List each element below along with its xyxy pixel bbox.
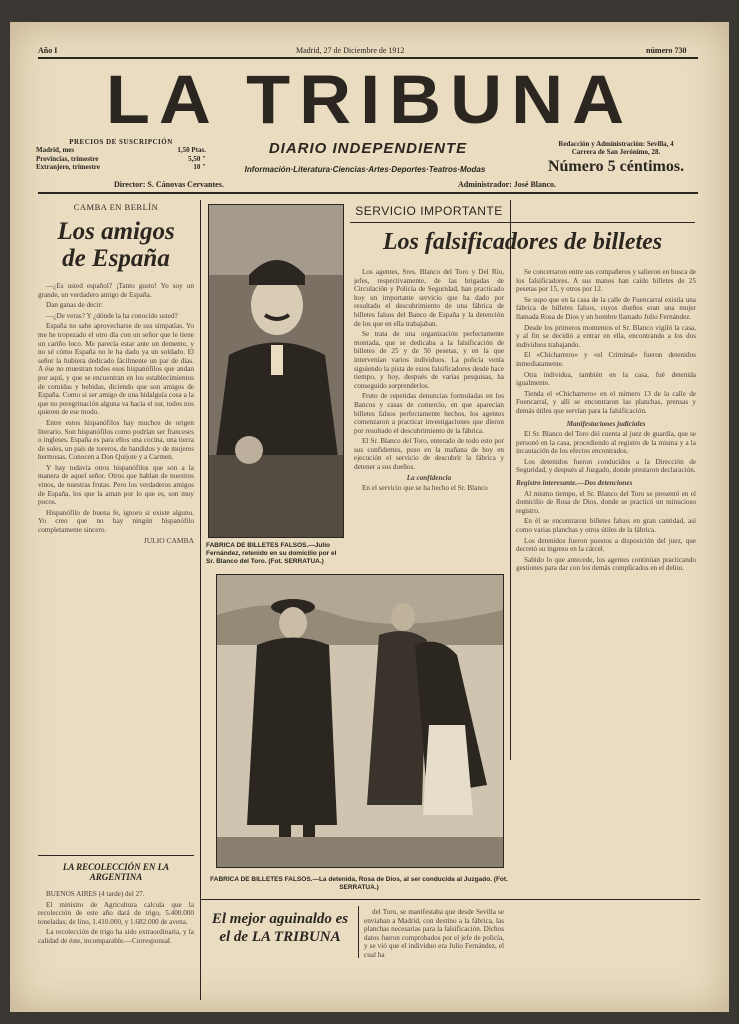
price-row bbox=[36, 163, 206, 172]
center-col1-p1: Los agentes, Sres. Blanco del Toro y Del Río, jefes, respectivamente, de las brigadas de Circulación y Policía de Seguridad, han practicado hoy un importante servicio que ha dado por resultado el descubrimiento de una fábrica de billetes falsos del Banco de España y la detención de los que en ella trabajaban. bbox=[354, 268, 504, 328]
right-p3: Desde los primeros momentos el Sr. Blanco vigiló la casa, y al fin se decidió a entrar en ella, encontrando a los dos individuos trabajando. bbox=[516, 323, 696, 349]
center-kicker-rule bbox=[350, 222, 695, 223]
left-signature: JULIO CAMBA bbox=[143, 535, 194, 545]
column-rule-2 bbox=[510, 200, 511, 760]
administrator: Administrador: José Blanco. bbox=[458, 180, 556, 189]
office-address: Carrera de San Jerónimo, 28. bbox=[571, 148, 661, 156]
left-title-1: Los amigos bbox=[57, 218, 175, 245]
left-p2: Dan ganas de decir: bbox=[46, 301, 103, 310]
photo-arrest bbox=[216, 574, 504, 868]
price-label: Provincias, trimestre bbox=[36, 154, 99, 163]
left-intro: —¿Es usted español? ¡Tanto gusto! Yo soy un grande, un verdadero amigo de España. bbox=[38, 282, 194, 299]
right-sub-2: Registro interesante.—Dos detenciones bbox=[516, 479, 633, 488]
price-row bbox=[36, 155, 206, 164]
left-bottom-title: LA RECOLECCIÓN EN LA ARGENTINA bbox=[62, 862, 170, 882]
price-label: Extranjero, trimestre bbox=[36, 163, 100, 171]
left-bottom-p2: El ministro de Agricultura calcula que la recolección de este año dará de trigo, 5.400.000 toneladas; de lino, 1.410.000, y 1.682.000 de avena. bbox=[38, 900, 194, 926]
center-col1-p4: El Sr. Blanco del Toro, enterado de todo esto por sus confidentes, puso en la mañana de hoy en ejecución el servicio de descubrir la fábrica y detener a sus dueños. bbox=[354, 437, 504, 472]
left-body4: Hispanófilo de buena fe, ignoro si existe alguno. Yo creo que no hay ningún hispanófilo completamente sincero. bbox=[38, 508, 194, 535]
center-header bbox=[350, 204, 508, 218]
prices-title: PRECIOS DE SUSCRIPCIÓN bbox=[69, 138, 173, 146]
right-p4: El «Chicharrero» y «el Criminal» fueron detenidos inmediatamente. bbox=[516, 351, 696, 368]
director: Director: S. Cánovas Cervantes. bbox=[114, 180, 224, 189]
left-title-2: de España bbox=[62, 245, 170, 272]
center-col1-p2: Se trata de una organización perfectamente montada, que se dedicaba a la falsificación de billetes de 25 y de 50 pesetas, y en la que intervenían varios individuos. La policía venía siguiendo la pista de estos falsificadores desde hace tiempo, y hoy, después de varias pesquisas, ha conseguido sorprenderlos. bbox=[354, 330, 504, 390]
left-kicker: CAMBA EN BERLÍN bbox=[73, 202, 159, 212]
promo-line-1: El mejor aguinaldo es bbox=[211, 911, 349, 927]
photo1-caption: FABRICA DE BILLETES FALSOS.—Julio Fernández, retenido en su domicilio por el Sr. Blanco del Toro. (Fot. SERRATUA.) bbox=[206, 542, 337, 565]
right-p1: Se concertaron entre sus compañeros y salieron en busca de los falsificadores. A sus manos han caído billetes de 25 pesetas por 15, y otros por 12. bbox=[516, 268, 696, 294]
right-p2: Se supo que en la casa de la calle de Fuencarral existía una fábrica de billetes falsos, cuyos dueños eran una mujer llamada Rosa de Dios y un hombre llamado Julio Fernández. bbox=[516, 295, 696, 321]
left-article bbox=[38, 202, 194, 852]
price-value: 5,50 " bbox=[188, 154, 206, 163]
center-col1-p3: Fruto de repetidas denuncias formuladas en los Bancos y casas de comercio, en que aparecían billetes falsos perfectamente hechos, los agentes comenzaron a practicar investigaciones que dieron por resultado el descubrimiento de la fábrica. bbox=[354, 392, 504, 435]
right-p8: Los detenidos fueron conducidos a la Dirección de Seguridad, y después al Juzgado, donde prestaron declaración. bbox=[516, 457, 696, 475]
left-bottom-p3: La recolección de trigo ha sido extraordinaria, y la calidad de éste, incomparable.—Corresponsal. bbox=[38, 928, 194, 945]
left-body2: Entre estos hispanófilos hay muchos de origen literario. Son hispanófilos como podrían ser franceses o ingleses. España es para ellos una cocina, una tierra de soles, un país de toreros, de bandidos y de mujeres hermosas. Conocen a Don Quijote y a Carmen. bbox=[38, 418, 194, 462]
top-rule bbox=[38, 57, 698, 59]
right-p7: El Sr. Blanco del Toro dió cuenta al juez de guardia, que se personó en la casa, procediendo al registro de la misma y a la incautación de los efectos encontrados. bbox=[516, 430, 696, 456]
promo-line-2: el de LA TRIBUNA bbox=[219, 929, 341, 945]
office-redaccion: Redacción y Administración: Sevilla, 4 bbox=[558, 140, 674, 148]
dateline: Madrid, 27 de Diciembre de 1912 bbox=[296, 46, 405, 55]
arrest-image bbox=[217, 575, 503, 867]
issue-year: Año I bbox=[38, 46, 58, 55]
masthead-sections: Información·Literatura·Ciencias·Artes·Deportes·Teatros·Modas bbox=[244, 165, 486, 174]
price-value: 1,50 Ptas. bbox=[177, 146, 206, 154]
price-label: Madrid, mes bbox=[36, 146, 75, 154]
right-p10: En él se encontraron billetes falsos en gran cantidad, así como varias planchas y otros útiles de la fábrica. bbox=[516, 517, 696, 535]
left-bottom-p1: BUENOS AIRES (4 tarde) del 27. bbox=[46, 890, 145, 898]
center-title: Los falsificadores de billetes bbox=[382, 229, 663, 255]
price-row bbox=[36, 146, 206, 155]
right-sub-1: Manifestaciones judiciales bbox=[566, 419, 646, 428]
newspaper-page bbox=[10, 22, 729, 1012]
right-p11: Los detenidos fueron puestos a disposición del juez, que decretó su ingreso en la cárcel. bbox=[516, 536, 696, 554]
center-sub-1: La confidencia bbox=[406, 473, 452, 482]
photo2-caption: FABRICA DE BILLETES FALSOS.—La detenida, Rosa de Dios, al ser conducida al Juzgado. (Fot. SERRATUA.) bbox=[210, 876, 508, 891]
portrait-image bbox=[209, 205, 343, 537]
masthead-subtitle: DIARIO INDEPENDIENTE bbox=[268, 140, 468, 157]
masthead-rule bbox=[38, 192, 698, 194]
office-info bbox=[526, 140, 706, 176]
right-p5: Otra individua, también en la casa, fué detenida igualmente. bbox=[516, 370, 696, 388]
bottom-divider bbox=[200, 899, 700, 900]
issue-number: número 730 bbox=[646, 46, 687, 55]
center-kicker: SERVICIO IMPORTANTE bbox=[355, 204, 503, 218]
promo-box bbox=[202, 906, 359, 958]
right-p12: Sabido lo que antecede, los agentes continúan practicando gestiones para dar con los demás complicados en el delito. bbox=[516, 555, 696, 573]
masthead-title: LA TRIBUNA bbox=[105, 62, 634, 138]
price-value: 10 " bbox=[193, 163, 206, 171]
left-body: España no sabe aprovecharse de sus simpatías. Yo me he tropezado el otro día con un señor que le tiene un cariño loco. Me parecía estar ante un demente, y no sé cómo España no le ha dado ya un soldado. El señor la hubiera dedicado fácilmente un par de días. A ése no muestran todos esos hispanófilos que andan por aquí, y que se encuentran en los establecimientos de comidas y bebidas, diciendo que son amigos de España. Como si ser amigo de una hidalguía cosa a la que no peregrinación alguna va hacia el sur, todos nos quieren de ese modo. bbox=[38, 322, 194, 417]
subscription-prices bbox=[36, 138, 206, 172]
right-column bbox=[516, 268, 696, 1003]
right-p9: Al mismo tiempo, el Sr. Blanco del Toro se presentó en el domicilio de Rosa de Dios, donde se practicó un minucioso registro. bbox=[516, 489, 696, 515]
left-divider bbox=[38, 855, 194, 856]
center-bottom-p: del Toro, se manifestaba que desde Sevilla se enviaban a Madrid, con destino a la fábrica, las planchas necesarias para la falsificación. Dichos datos fueron comprobados por el jefe de policía, y se vió que el individuo era Julio Fernández, el cual ha bbox=[364, 908, 504, 959]
center-col1-p5: En el servicio que se ha hecho el Sr. Blanco bbox=[362, 484, 488, 493]
photo-portrait bbox=[208, 204, 344, 538]
column-rule-1 bbox=[200, 200, 201, 1000]
issue-price: Número 5 céntimos. bbox=[547, 158, 685, 175]
left-body3: Y hay todavía otros hispanófilos que son a la manera de aquel señor. Otros que hablan de nuestros vinos, de nuestras frutas. Pero los verdaderos amigos de España, los que la aman por lo que es, son muy pocos. bbox=[38, 463, 194, 507]
right-p6: Tienda el «Chicharrero» en el número 13 de la calle de Fuencarral, y allí se encontraron las planchas, prensas y demás útiles que servían para la falsificación. bbox=[516, 389, 696, 415]
left-p3: —¿De veras? Y ¿dónde la ha conocido usted? bbox=[46, 311, 178, 320]
center-col-1 bbox=[354, 268, 504, 568]
left-bottom-article bbox=[38, 862, 194, 948]
center-bottom-text bbox=[364, 908, 504, 968]
